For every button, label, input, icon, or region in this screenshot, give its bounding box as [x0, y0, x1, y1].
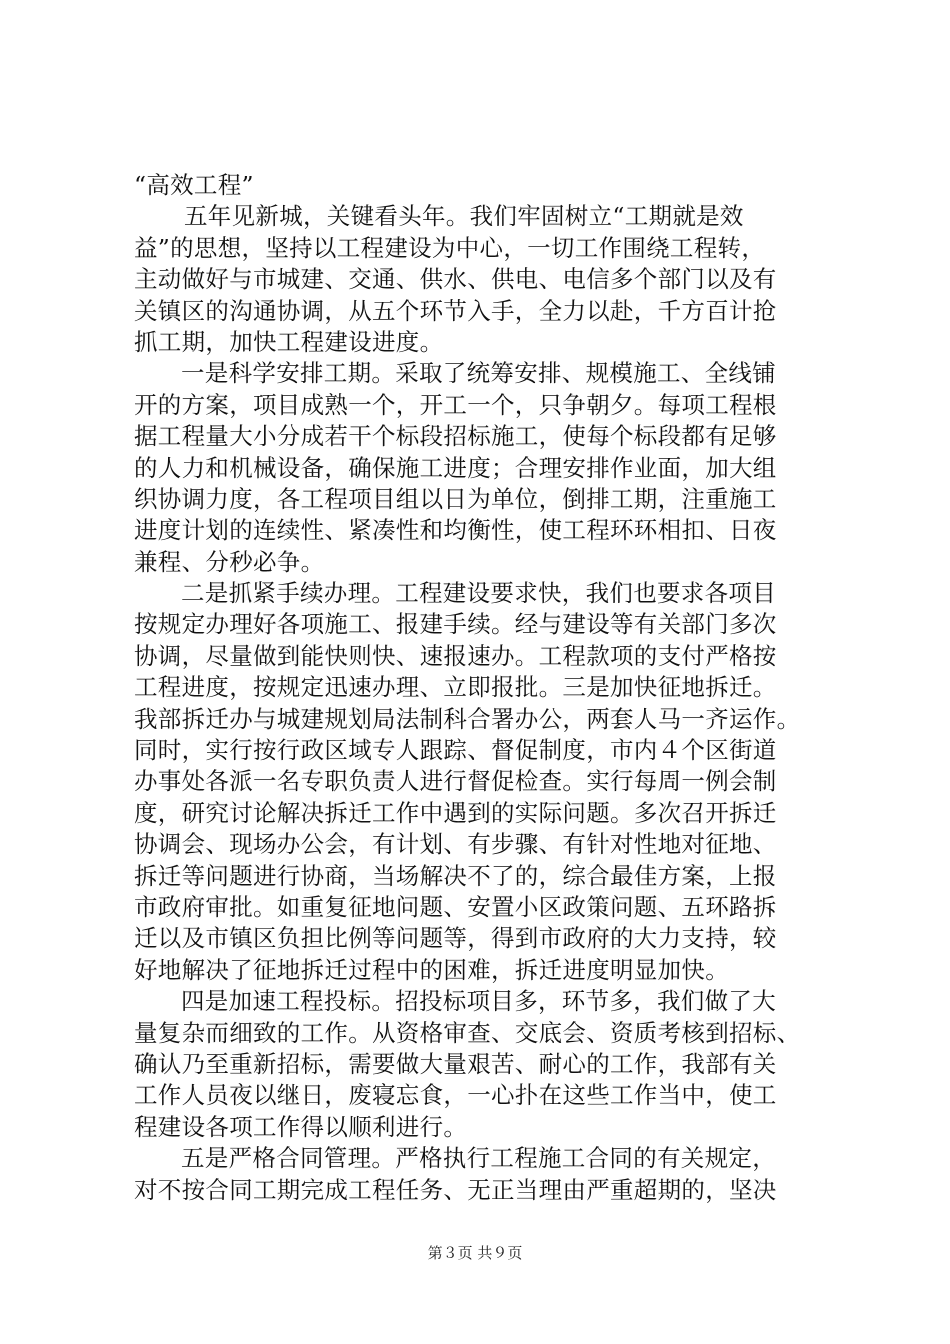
paragraph-line: 办事处各派一名专职负责人进行督促检查。实行每周一例会制	[134, 767, 777, 796]
paragraph-line: 一是科学安排工期。采取了统筹安排、规模施工、全线铺	[181, 359, 776, 388]
paragraph-line: 四是加速工程投标。招投标项目多，环节多，我们做了大	[181, 987, 776, 1016]
paragraph-line: 确认乃至重新招标，需要做大量艰苦、耐心的工作，我部有关	[134, 1049, 777, 1078]
paragraph-line: 对不按合同工期完成工程任务、无正当理由严重超期的，坚决	[134, 1175, 777, 1204]
paragraph-line: 进度计划的连续性、紧凑性和均衡性，使工程环环相扣、日夜	[134, 516, 777, 545]
paragraph-line: 据工程量大小分成若干个标段招标施工，使每个标段都有足够	[134, 422, 777, 451]
paragraph-line: 同时，实行按行政区域专人跟踪、督促制度，市内４个区街道	[134, 736, 777, 765]
document-body	[134, 170, 834, 1206]
paragraph-line: 兼程、分秒必争。	[134, 547, 325, 576]
page-number: 第３页 共９页	[427, 1244, 523, 1262]
paragraph-line: 关镇区的沟通协调，从五个环节入手，全力以赴，千方百计抢	[134, 296, 777, 325]
paragraph-line: 主动做好与市城建、交通、供水、供电、电信多个部门以及有	[134, 265, 777, 294]
paragraph-line: 量复杂而细致的工作。从资格审查、交底会、资质考核到招标、	[134, 1018, 801, 1047]
paragraph-line: 好地解决了征地拆迁过程中的困难，拆迁进度明显加快。	[134, 955, 729, 984]
paragraph-line: 二是抓紧手续办理。工程建设要求快，我们也要求各项目	[181, 579, 776, 608]
paragraph-line: 拆迁等问题进行协商，当场解决不了的，综合最佳方案，上报	[134, 861, 777, 890]
paragraph-line: 市政府审批。如重复征地问题、安置小区政策问题、五环路拆	[134, 892, 777, 921]
paragraph-line: 织协调力度，各工程项目组以日为单位，倒排工期，注重施工	[134, 484, 777, 513]
paragraph-line: 工作人员夜以继日，废寝忘食，一心扑在这些工作当中，使工	[134, 1081, 777, 1110]
paragraph-line: 度，研究讨论解决拆迁工作中遇到的实际问题。多次召开拆迁	[134, 798, 777, 827]
paragraph-line: 程建设各项工作得以顺利进行。	[134, 1112, 468, 1141]
paragraph-line: 五是严格合同管理。严格执行工程施工合同的有关规定，	[181, 1144, 776, 1173]
paragraph-line: 抓工期，加快工程建设进度。	[134, 327, 444, 356]
paragraph-line: 益”的思想，坚持以工程建设为中心，一切工作围绕工程转，	[134, 233, 766, 262]
paragraph-line: 我部拆迁办与城建规划局法制科合署办公，两套人马一齐运作。	[134, 704, 801, 733]
paragraph-line: 协调，尽量做到能快则快、速报速办。工程款项的支付严格按	[134, 641, 777, 670]
paragraph-line: 迁以及市镇区负担比例等问题等，得到市政府的大力支持，较	[134, 924, 777, 953]
paragraph-line: 按规定办理好各项施工、报建手续。经与建设等有关部门多次	[134, 610, 777, 639]
section-heading: “高效工程”	[134, 171, 254, 199]
paragraph-line: 协调会、现场办公会，有计划、有步骤、有针对性地对征地、	[134, 830, 777, 859]
paragraph-line: 的人力和机械设备，确保施工进度；合理安排作业面，加大组	[134, 453, 777, 482]
paragraph-line: 五年见新城，关键看头年。我们牢固树立“工期就是效	[184, 202, 744, 231]
paragraph-line: 工程进度，按规定迅速办理、立即报批。三是加快征地拆迁。	[134, 673, 777, 702]
paragraph-line: 开的方案，项目成熟一个，开工一个，只争朝夕。每项工程根	[134, 390, 777, 419]
page-footer	[0, 1243, 950, 1263]
